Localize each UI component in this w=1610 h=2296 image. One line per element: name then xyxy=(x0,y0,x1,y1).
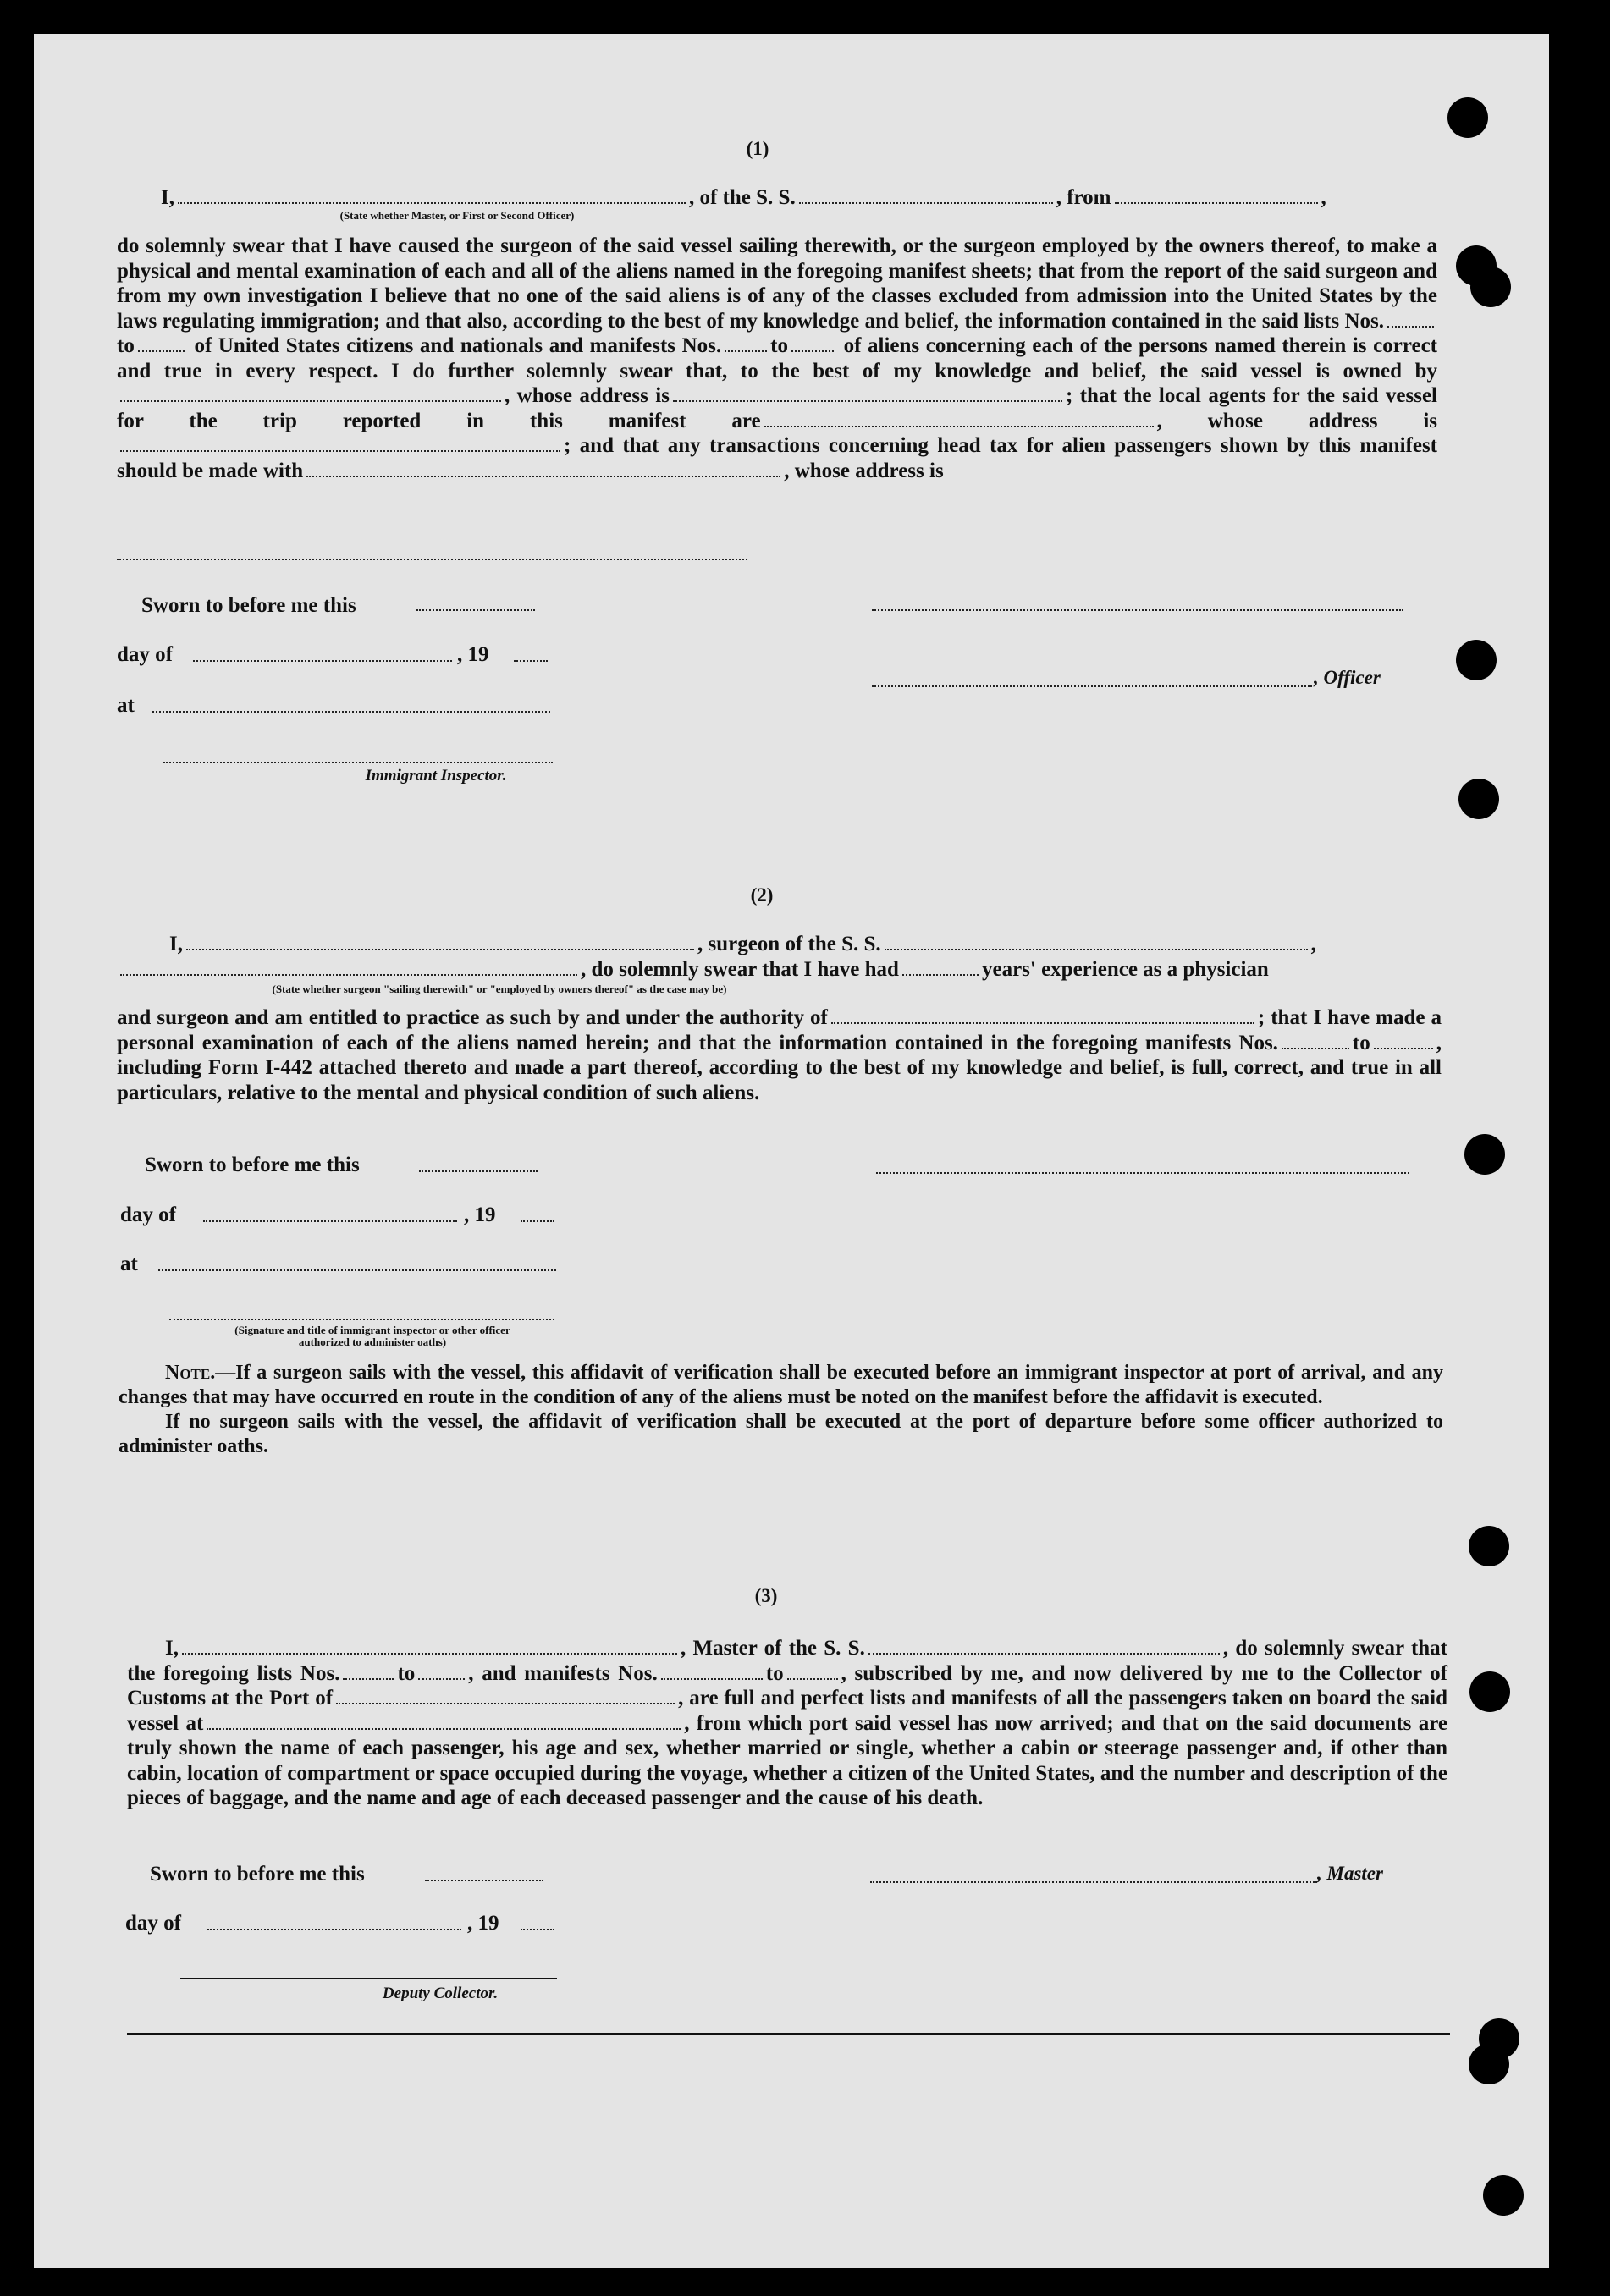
s1-year-label: , 19 xyxy=(457,643,489,666)
s2-first-line: I, , surgeon of the S. S. , xyxy=(169,933,1316,955)
s3-master-label: , Master xyxy=(1317,1863,1383,1884)
s1-master-hint: (State whether Master, or First or Second Officer) xyxy=(339,209,575,222)
s3-collector-line xyxy=(180,1978,557,1979)
s2-signature-hint: (Signature and title of immigrant inspector or other officer authorized to administer oaths) xyxy=(234,1324,510,1348)
s2-day-line xyxy=(203,1220,457,1222)
s3-day-line xyxy=(207,1929,461,1930)
s2-oath-text: and surgeon and am entitled to practice as such by and under the authority of ; that I have made a personal examination of each of the aliens named herein; and that the information contained in the foregoing manifests Nos. to , including Form I-442 attached thereto and made a part thereof, according to the best of my knowledge and belief, is full, correct, and true in all particulars, relative to the mental and physical condition of such aliens. xyxy=(117,1006,1442,1104)
s3-master-line xyxy=(870,1881,1317,1883)
s1-at-line xyxy=(152,711,550,713)
s1-day-line xyxy=(193,660,452,662)
s1-first-line: I, , of the S. S. , from , xyxy=(161,186,1326,209)
punch-hole xyxy=(1469,1526,1509,1566)
punch-hole xyxy=(1470,267,1511,307)
s1-officer-line-2 xyxy=(872,685,1312,687)
s2-sworn-line xyxy=(419,1170,538,1172)
note-label: Note. xyxy=(165,1362,216,1384)
s3-day-label: day of xyxy=(125,1912,181,1935)
punch-hole xyxy=(1458,779,1499,819)
bottom-rule xyxy=(127,2033,1450,2035)
section-3-number: (3) xyxy=(754,1585,778,1606)
s1-sworn-line xyxy=(416,609,535,611)
s2-year-label: , 19 xyxy=(464,1203,496,1226)
s2-sworn-label: Sworn to before me this xyxy=(145,1154,360,1176)
s1-address-line xyxy=(117,559,747,560)
s3-oath-text: I, , Master of the S. S. , do solemnly swear that the foregoing lists Nos. to , and manifests Nos. to , subscribed by me, and now delivered by me to the Collector of Customs at the Port of , are full and perfect lists and manifests of all the passengers taken on board the said vessel at , from which port said vessel has now arrived; and that on the said documents are truly shown the name of each passenger, his age and sex, whether married or single, whether a cabin or steerage passenger and, if other than cabin, location of compartment or space occupied during the voyage, whether a citizen of the United States, and the number and description of the pieces of baggage, and the name and age of each deceased passenger and the cause of his death. xyxy=(127,1637,1448,1809)
s2-second-line: , do solemnly swear that I have had years' experience as a physician xyxy=(117,958,1442,982)
s1-officer-line-1 xyxy=(872,609,1403,611)
s2-at-label: at xyxy=(120,1253,138,1275)
punch-hole xyxy=(1469,2044,1509,2084)
punch-hole xyxy=(1456,640,1497,680)
s3-year-label: , 19 xyxy=(467,1912,499,1935)
s2-signature-line xyxy=(876,1172,1409,1174)
s2-note: Note.—If a surgeon sails with the vessel, this affidavit of verification shall be executed before an immigrant inspector at port of arrival, and any changes that may have occurred en route in the condition of any of the aliens must be noted on the manifest before the affidavit is executed. If no surgeon sails with the vessel, the affidavit of verification shall be executed at the port of departure before some officer authorized to administer oaths. xyxy=(119,1362,1443,1457)
s3-collector-label: Deputy Collector. xyxy=(382,1985,499,2002)
form-page xyxy=(34,34,1549,2268)
s2-year-line xyxy=(521,1220,554,1222)
s3-sworn-line xyxy=(425,1880,543,1881)
s1-inspector-line xyxy=(163,762,553,763)
s1-year-line xyxy=(514,660,548,662)
s1-day-label: day of xyxy=(117,643,173,666)
s1-sworn-label: Sworn to before me this xyxy=(141,594,356,617)
s2-day-label: day of xyxy=(120,1203,176,1226)
s1-inspector-label: Immigrant Inspector. xyxy=(365,767,507,785)
s3-year-line xyxy=(521,1929,554,1930)
s2-inspector-line xyxy=(169,1319,554,1320)
punch-hole xyxy=(1483,2175,1524,2216)
punch-hole xyxy=(1469,1671,1510,1712)
section-2-number: (2) xyxy=(750,884,774,906)
s3-sworn-label: Sworn to before me this xyxy=(150,1863,365,1886)
punch-hole xyxy=(1464,1134,1505,1175)
s1-oath-text: do solemnly swear that I have caused the surgeon of the said vessel sailing therewith, or the surgeon employed by the owners thereof, to make a physical and mental examination of each and all of the aliens named in the foregoing manifest sheets; that from the report of the said surgeon and from my own investigation I believe that no one of the said aliens is of any of the classes excluded from admission into the United States by the laws regulating immigration; and that also, according to the best of my knowledge and belief, the information contained in the said lists Nos.to of United States citizens and nationals and manifests Nos. to of aliens concerning each of the persons named therein is correct and true in every respect. I do further solemnly swear that, to the best of my knowledge and belief, the said vessel is owned by, whose address is ; that the local agents for the said vessel for the trip reported in this manifest are , whose address is; and that any transactions concerning head tax for alien passengers shown by this manifest should be made with , whose address is xyxy=(117,234,1438,482)
s2-at-line xyxy=(158,1269,556,1271)
punch-hole xyxy=(1447,97,1488,138)
s1-officer-label: , Officer xyxy=(1314,667,1381,688)
s2-surgeon-hint: (State whether surgeon "sailing therewith" or "employed by owners thereof" as the case may be) xyxy=(272,983,727,995)
section-1-number: (1) xyxy=(746,138,769,159)
s1-at-label: at xyxy=(117,694,135,717)
